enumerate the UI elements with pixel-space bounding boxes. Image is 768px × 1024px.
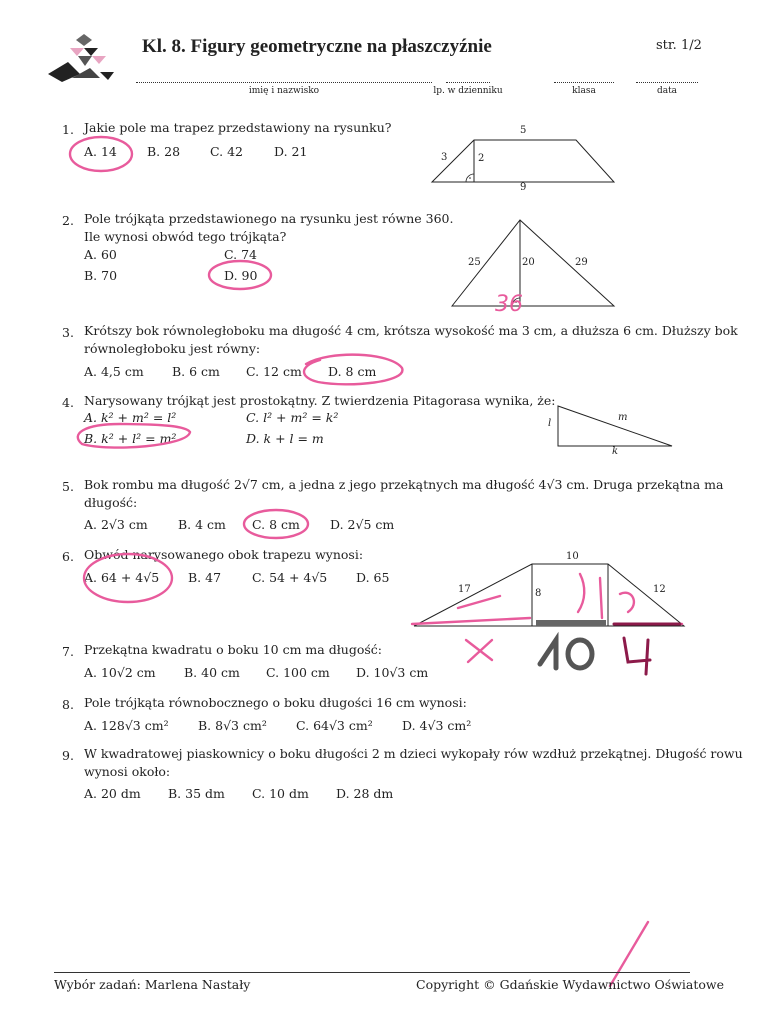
footer-author: Wybór zadań: Marlena Nastały [54,977,251,992]
question-number: 4. [62,395,74,410]
name-label: imię i nazwisko [248,86,320,96]
figure-label: 12 [653,584,666,595]
figure-label: 9 [520,182,527,193]
answer-option[interactable]: B. 47 [188,570,222,585]
date-label: data [656,86,678,96]
question-text: równoległoboku jest równy: [84,341,261,356]
question-text: Jakie pole ma trapez przedstawiony na rysunku? [84,120,392,135]
answer-option[interactable]: C. 100 cm [266,665,330,680]
page-number: str. 1/2 [656,38,702,53]
answer-option[interactable]: C. 42 [210,144,243,159]
answer-option[interactable]: D. 21 [274,144,308,159]
answer-option[interactable]: D. 28 dm [336,786,394,801]
question-text: Narysowany trójkąt jest prostokątny. Z twierdzenia Pitagorasa wynika, że: [84,393,556,408]
answer-option[interactable]: D. 4√3 cm² [402,718,472,733]
figure-label: l [548,418,552,429]
figure-label: m [618,412,628,423]
question-number: 6. [62,549,74,564]
question-number: 1. [62,122,74,137]
question-text: wynosi około: [84,764,171,779]
answer-option[interactable]: A. 2√3 cm [84,517,148,532]
answer-option[interactable]: A. 4,5 cm [84,364,144,379]
question-number: 7. [62,644,74,659]
question-text: Obwód narysowanego obok trapezu wynosi: [84,547,364,562]
page-title: Kl. 8. Figury geometryczne na płaszczyźnie [142,36,492,57]
handwritten-note: 36 [495,292,523,317]
answer-option[interactable]: B. 35 dm [168,786,225,801]
question-text: Pole trójkąta przedstawionego na rysunku jest równe 360. [84,211,454,226]
answer-option[interactable]: C. 64√3 cm² [296,718,373,733]
answer-option[interactable]: D. 8 cm [328,364,377,379]
question-text: Przekątna kwadratu o boku 10 cm ma długość: [84,642,382,657]
answer-option[interactable]: A. 20 dm [84,786,141,801]
footer-copyright: Copyright © Gdańskie Wydawnictwo Oświatowe [416,977,725,992]
figure-label: 20 [522,257,535,268]
footer-rule [54,972,690,973]
answer-option[interactable]: C. 74 [224,247,257,262]
answer-option[interactable]: B. 28 [147,144,181,159]
question-number: 8. [62,697,74,712]
answer-option[interactable]: A. 128√3 cm² [84,718,169,733]
question-number: 5. [62,479,74,494]
figure-label: 10 [566,551,579,562]
question-number: 9. [62,748,74,763]
answer-option[interactable]: A. 14 [84,144,117,159]
question-text: Bok rombu ma długość 2√7 cm, a jedna z jego przekątnych ma długość 4√3 cm. Druga przekątna ma [84,477,724,492]
question-text: Krótszy bok równoległoboku ma długość 4 cm, krótsza wysokość ma 3 cm, a dłuższa 6 cm. Dłuższy bok [84,323,738,338]
answer-option[interactable]: B. 6 cm [172,364,220,379]
question-text: Pole trójkąta równobocznego o boku długości 16 cm wynosi: [84,695,467,710]
question-text: długość: [84,495,138,510]
answer-option[interactable]: C. l² + m² = k² [246,410,339,425]
figure-label: 2 [478,153,485,164]
number-label: lp. w dzienniku [433,86,503,96]
answer-option[interactable]: C. 10 dm [252,786,309,801]
question-number: 3. [62,325,74,340]
figure-label: 29 [575,257,588,268]
answer-option[interactable]: C. 8 cm [252,517,300,532]
question-text: W kwadratowej piaskownicy o boku długości 2 m dzieci wykopały rów wzdłuż przekątnej. Długość rowu [84,746,743,761]
answer-option[interactable]: A. 60 [84,247,117,262]
answer-option[interactable]: A. 10√2 cm [84,665,156,680]
answer-option[interactable]: C. 54 + 4√5 [252,570,328,585]
answer-option[interactable]: A. k² + m² = l² [84,410,177,425]
answer-option[interactable]: B. k² + l² = m² [84,431,177,446]
answer-option[interactable]: B. 4 cm [178,517,226,532]
answer-option[interactable]: C. 12 cm [246,364,302,379]
figure-label: k [612,446,619,457]
figure-label: 8 [535,588,542,599]
figure-label: 17 [458,584,471,595]
answer-option[interactable]: D. 10√3 cm [356,665,429,680]
class-label: klasa [572,86,596,96]
answer-option[interactable]: D. 2√5 cm [330,517,395,532]
answer-option[interactable]: D. k + l = m [246,431,324,446]
figure-label: 3 [441,152,448,163]
answer-option[interactable]: B. 40 cm [184,665,240,680]
answer-option[interactable]: D. 90 [224,268,258,283]
answer-option[interactable]: D. 65 [356,570,390,585]
answer-option[interactable]: A. 64 + 4√5 [84,570,160,585]
answer-option[interactable]: B. 70 [84,268,118,283]
figure-label: 25 [468,257,481,268]
question-number: 2. [62,213,74,228]
answer-option[interactable]: B. 8√3 cm² [198,718,267,733]
question-text: Ile wynosi obwód tego trójkąta? [84,229,287,244]
figure-label: 5 [520,125,527,136]
